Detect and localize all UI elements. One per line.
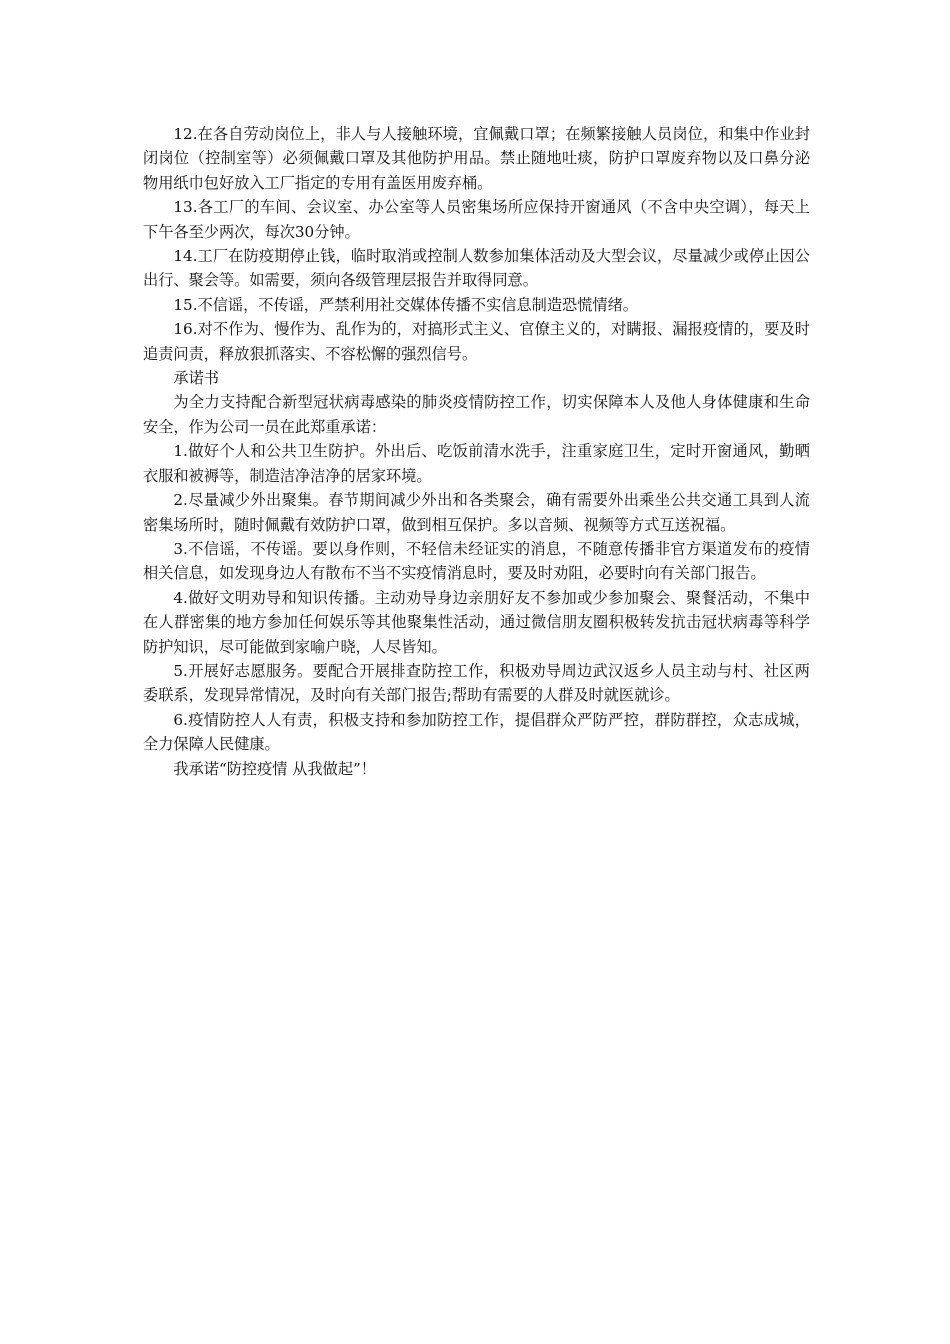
rule-paragraph-14: 14.工厂在防疫期停止钱，临时取消或控制人数参加集体活动及大型会议，尽量减少或停止因公出行、聚会等。如需要，须向各级管理层报告并取得同意。 [143, 247, 810, 290]
commitment-closing: 我承诺“防控疫情 从我做起”！ [173, 759, 376, 778]
rule-paragraph-16: 16.对不作为、慢作为、乱作为的，对搞形式主义、官僚主义的，对瞒报、漏报疫情的，要及时追责问责，释放狠抓落实、不容松懈的强烈信号。 [143, 320, 810, 363]
commitment-item-5: 5.开展好志愿服务。要配合开展排查防控工作，积极劝导周边武汉返乡人员主动与村、社区两委联系，发现异常情况，及时向有关部门报告;帮助有需要的人群及时就医就诊。 [143, 661, 810, 705]
commitment-item-1: 1.做好个人和公共卫生防护。外出后、吃饭前清水洗手，注重家庭卫生，定时开窗通风，勤晒衣服和被褥等，制造洁净洁净的居家环境。 [143, 442, 810, 485]
document-body [143, 122, 810, 781]
commitment-item-2: 2.尽量减少外出聚集。春节期间减少外出和各类聚会，确有需要外出乘坐公共交通工具到人流密集场所时，随时佩戴有效防护口罩，做到相互保护。多以音频、视频等方式互送祝福。 [143, 491, 810, 534]
commitment-intro: 为全力支持配合新型冠状病毒感染的肺炎疫情防控工作，切实保障本人及他人身体健康和生命安全，作为公司一员在此郑重承诺： [143, 393, 810, 436]
commitment-title: 承诺书 [173, 369, 219, 388]
commitment-item-4: 4.做好文明劝导和知识传播。主动劝导身边亲朋好友不参加或少参加聚会、聚餐活动，不集中在人群密集的地方参加任何娱乐等其他聚集性活动，通过微信朋友圈积极转发抗击冠状病毒等科学防护知识，尽可能做到家喻户晓，人尽皆知。 [143, 588, 810, 656]
rule-paragraph-12: 12.在各自劳动岗位上，非人与人接触环境，宜佩戴口罩；在频繁接触人员岗位，和集中作业封闭岗位（控制室等）必须佩戴口罩及其他防护用品。禁止随地吐痰，防护口罩废弃物以及口鼻分泌物用纸巾包好放入工厂指定的专用有盖医用废弃桶。 [143, 125, 810, 192]
rule-paragraph-13: 13.各工厂的车间、会议室、办公室等人员密集场所应保持开窗通风（不含中央空调），每天上下午各至少两次，每次30分钟。 [143, 198, 810, 241]
rule-paragraph-15: 15.不信谣，不传谣，严禁利用社交媒体传播不实信息制造恐慌情绪。 [173, 295, 638, 314]
commitment-item-3: 3.不信谣，不传谣。要以身作则，不轻信未经证实的消息，不随意传播非官方渠道发布的疫情相关信息，如发现身边人有散布不当不实疫情消息时，要及时劝阻，必要时向有关部门报告。 [143, 539, 810, 583]
commitment-item-6: 6.疫情防控人人有责，积极支持和参加防控工作，提倡群众严防严控，群防群控，众志成城，全力保障人民健康。 [143, 710, 810, 754]
